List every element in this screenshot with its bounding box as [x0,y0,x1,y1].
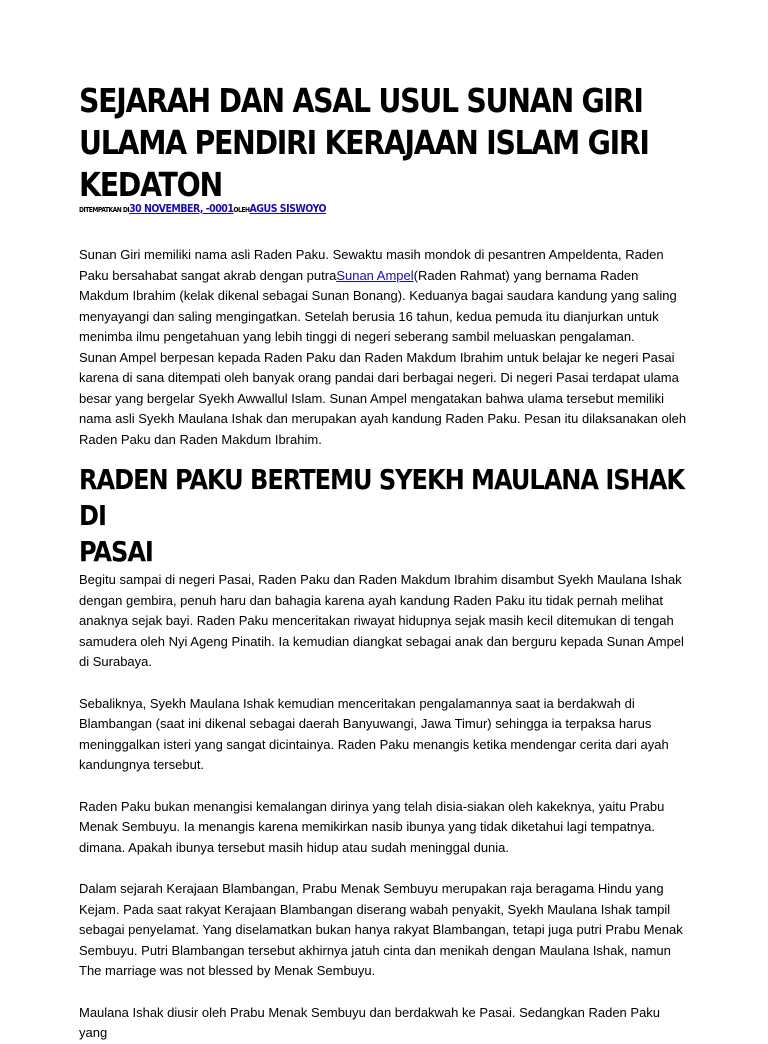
section-heading [79,462,691,570]
section-paragraph-4: Dalam sejarah Kerajaan Blambangan, Prabu Menak Sembuyu merupakan raja beragama Hindu yang Kejam. Pada saat rakyat Kerajaan Blambangan diserang wabah penyakit, Syekh Maulana Ishak tampil sebagai penyelamat. Yang diselamatkan bukan hanya rakyat Blambangan, tetapi juga putri Prabu Menak Sembuyu. Putri Blambangan tersebut akhirnya jatuh cinta dan menikah dengan Maulana Ishak, namun The marriage was not blessed by Menak Sembuyu. [79,881,683,978]
article-title [79,80,691,206]
post-date-link[interactable]: 30 NOVEMBER, -0001 [129,202,234,215]
intro-text-after-link: (Raden Rahmat) yang bernama Raden Makdum Ibrahim (kelak dikenal sebagai Sunan Bonang). Keduanya bagai saudara kandung yang saling menyayangi dan saling mengingatkan. Setelah berusia 16 tahun, kedua pemuda itu dianjurkan untuk menimba ilmu pengetahuan yang lebih tinggi di negeri seberang sambil meluaskan pengalaman. [79,267,677,344]
section-paragraph-3: Raden Paku bukan menangisi kemalangan dirinya yang telah disia-siakan oleh kakeknya, yaitu Prabu Menak Sembuyu. Ia menangis karena memikirkan nasib ibunya yang tidak diketahui lagi tempatnya. dimana. Apakah ibunya tersebut masih hidup atau sudah meninggal dunia. [79,798,665,855]
section-paragraph-1: Begitu sampai di negeri Pasai, Raden Paku dan Raden Makdum Ibrahim disambut Syekh Maulana Ishak dengan gembira, penuh haru dan bahagia karena ayah kandung Raden Paku itu tidak pernah melihat anaknya sejak bayi. Raden Paku menceritakan riwayat hidupnya sejak masih kecil ditemukan di tengah samudera oleh Nyi Ageng Pinatih. Ia kemudian diangkat sebagai anak dan berguru kepada Sunan Ampel di Surabaya. [79,572,684,669]
title-line-2: ULAMA PENDIRI KERAJAAN ISLAM GIRI [79,123,649,162]
by-label: OLEH [233,206,250,214]
post-meta [79,202,423,217]
section-paragraph-5: Maulana Ishak diusir oleh Prabu Menak Sembuyu dan berdakwah ke Pasai. Sedangkan Raden Paku yang [79,1004,661,1040]
section-heading-line-2: PASAI [79,535,153,568]
title-line-3: KEDATON [79,165,222,204]
article [79,80,691,1044]
posted-in-label: DITEMPATKAN DI [79,206,130,214]
section-paragraph-2: Sebaliknya, Syekh Maulana Ishak kemudian menceritakan pengalamannya saat ia berdakwah di Blambangan (saat ini dikenal sebagai daerah Banyuwangi, Jawa Timur) sehingga ia terpaksa harus meninggalkan isteri yang sangat dicintainya. Raden Paku menangis ketika mendengar cerita dari ayah kandungnya tersebut. [79,695,669,772]
intro-text-before-link: Sunan Giri memiliki nama asli Raden Paku. Sewaktu masih mondok di pesantren Ampeldenta, Raden Paku bersahabat sangat akrab dengan putra [79,247,664,283]
section-heading-line-1: RADEN PAKU BERTEMU SYEKH MAULANA ISHAK DI [79,463,684,532]
author-link[interactable]: AGUS SISWOYO [249,202,327,215]
title-line-1: SEJARAH DAN ASAL USUL SUNAN GIRI [79,81,643,120]
intro-continuation: Sunan Ampel berpesan kepada Raden Paku dan Raden Makdum Ibrahim untuk belajar ke negeri Pasai karena di sana ditempati oleh banyak orang pandai dari berbagai negeri. Di negeri Pasai terdapat ulama besar yang bergelar Syekh Awwallul Islam. Sunan Ampel mengatakan bahwa ulama tersebut memiliki nama asli Syekh Maulana Ishak dan merupakan ayah kandung Raden Paku. Pesan itu dilaksanakan oleh Raden Paku dan Raden Makdum Ibrahim. [79,349,687,447]
intro-paragraph [79,245,691,348]
sunan-ampel-link[interactable]: Sunan Ampel [336,267,414,283]
